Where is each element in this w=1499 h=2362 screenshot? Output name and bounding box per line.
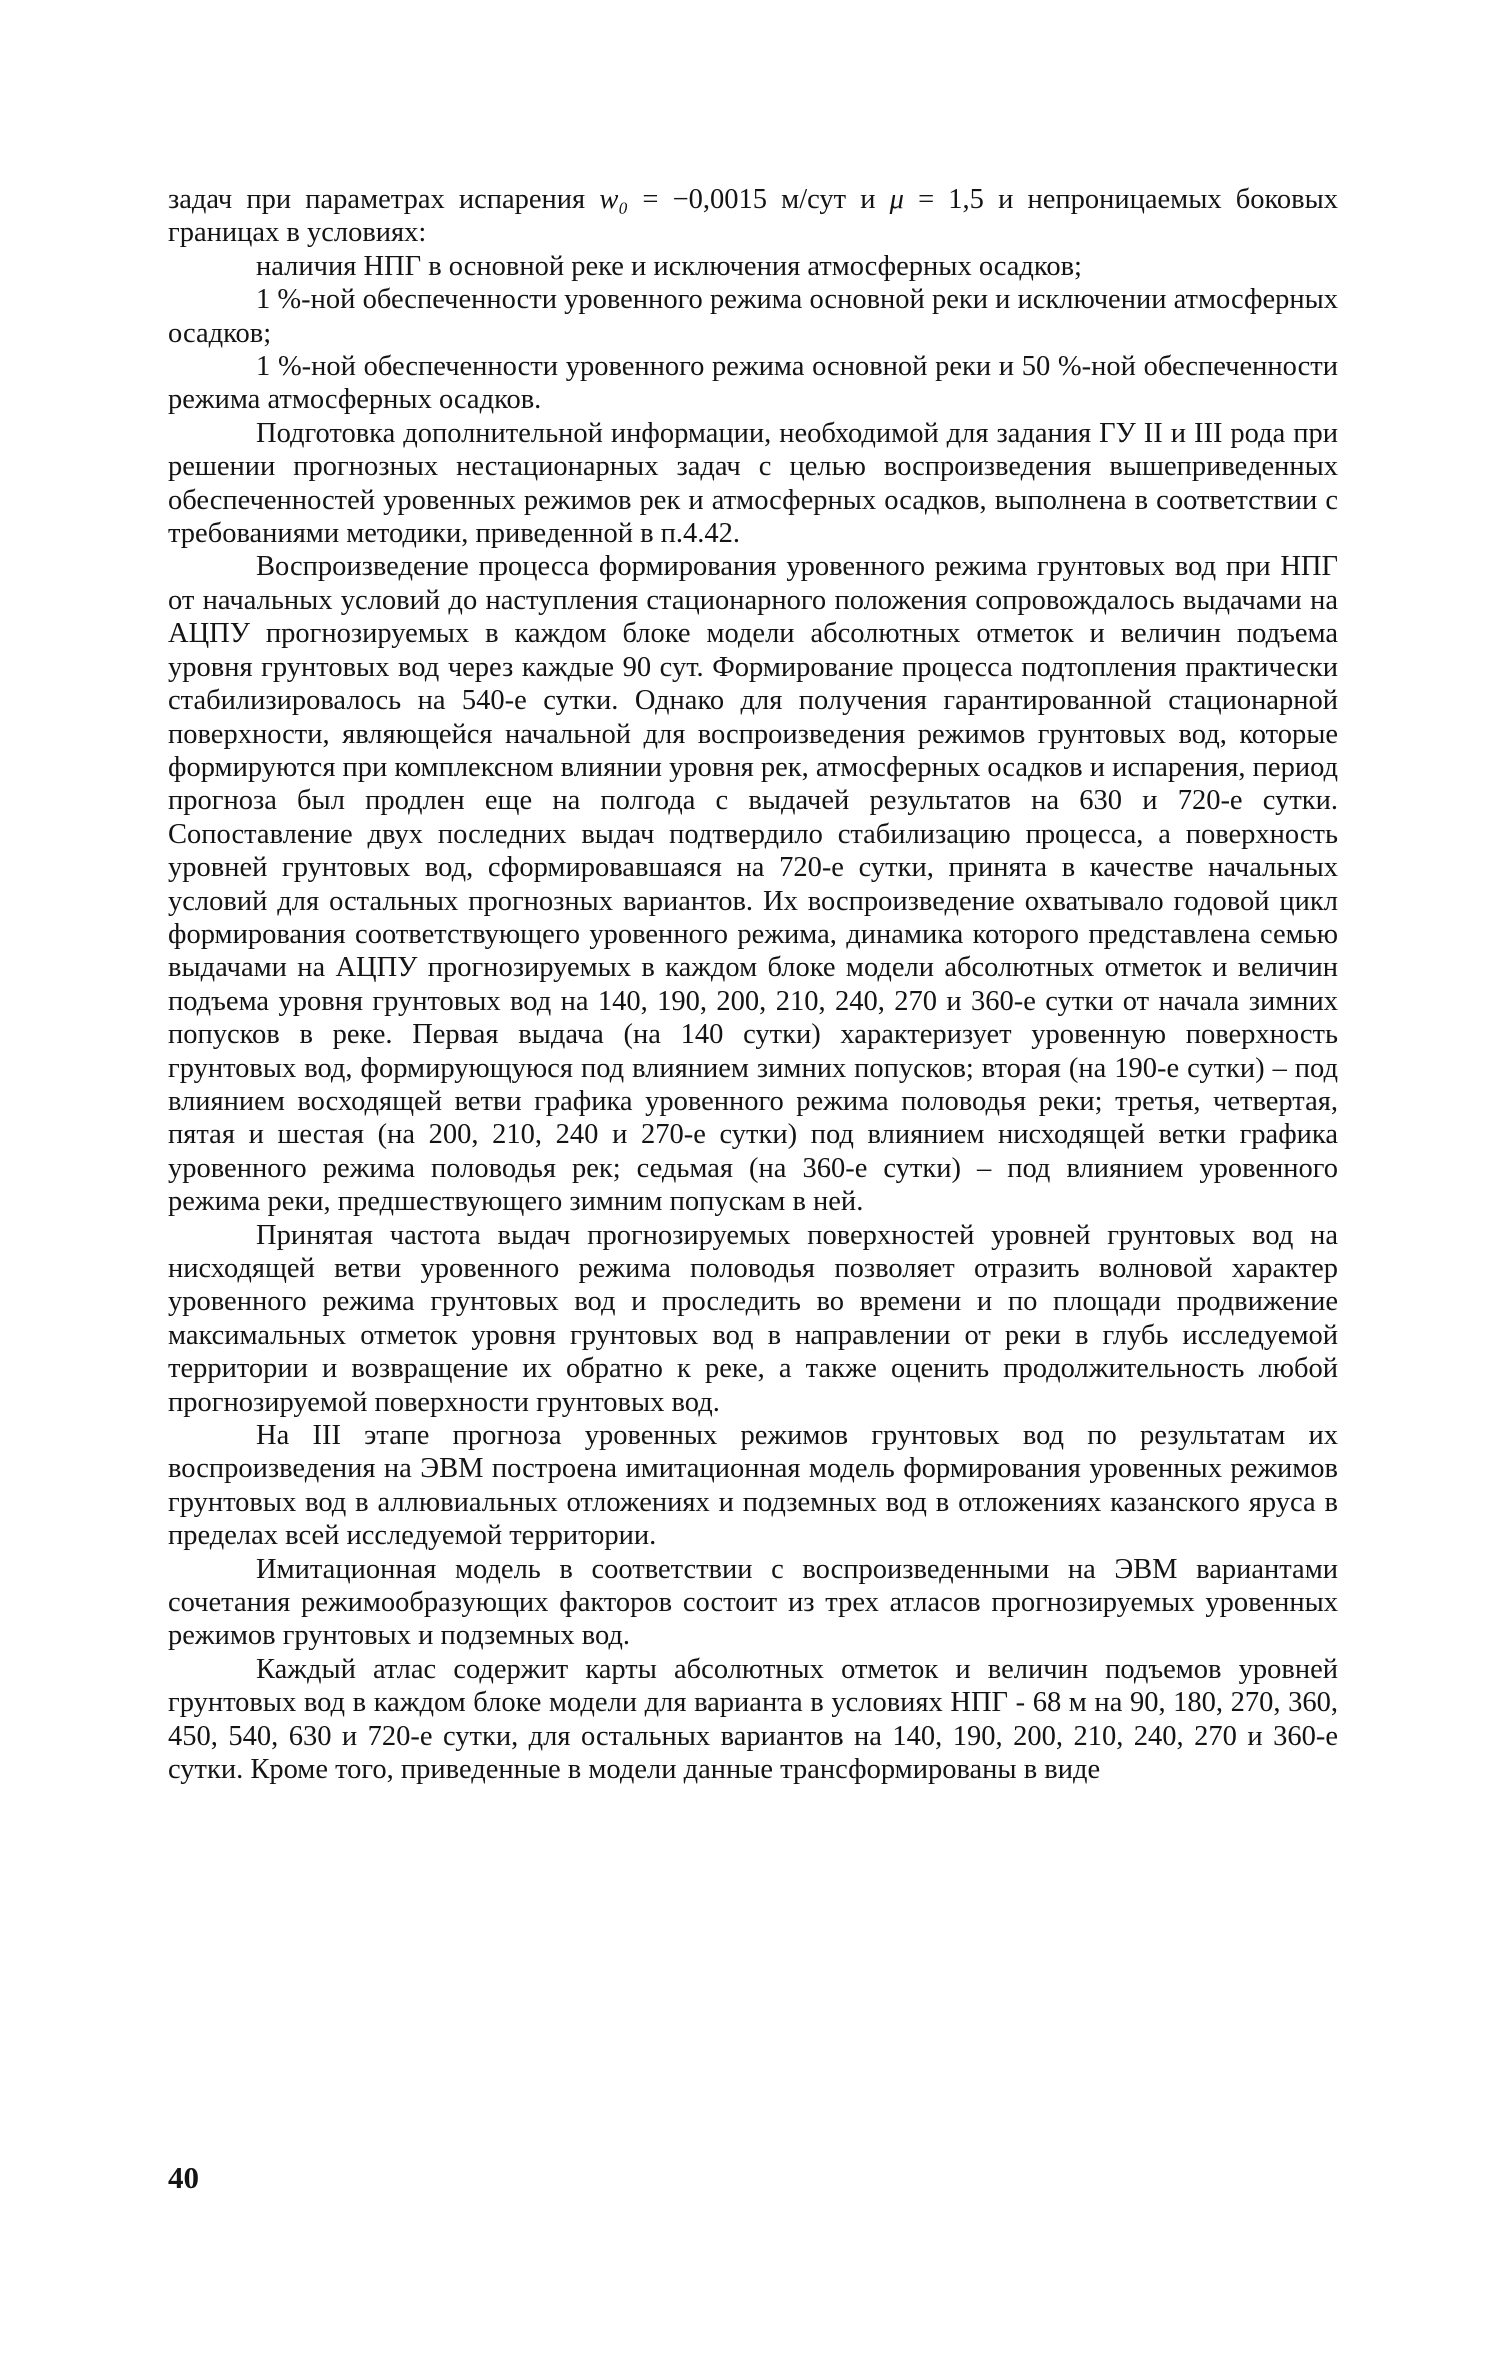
page-number: 40: [168, 2160, 199, 2195]
paragraph-3: 1 %-ной обеспеченности уровенного режима основной реки и 50 %-ной обеспеченности режима атмосферных осадков.: [168, 351, 1338, 416]
paragraph-7: На III этапе прогноза уровенных режимов грунтовых вод по результатам их воспроизведения на ЭВМ построена имитационная модель формирования уровенных режимов грунтовых вод в аллювиальных отложениях и подземных вод в отложениях казанского яруса в пределах всей исследуемой территории.: [168, 1420, 1338, 1552]
body-text: [168, 183, 1338, 1787]
intro-text-before: задач при параметрах испарения: [168, 184, 600, 215]
paragraph-2: 1 %-ной обеспеченности уровенного режима основной реки и исключении атмосферных осадков;: [168, 284, 1338, 349]
intro-text-mid: = −0,0015 м/сут и: [628, 184, 890, 215]
paragraph-1: наличия НПГ в основной реке и исключения атмосферных осадков;: [256, 250, 1082, 282]
formula-evaporation-symbol: w₀: [599, 184, 629, 215]
paragraph-8: Имитационная модель в соответствии с воспроизведенными на ЭВМ вариантами сочетания режимообразующих факторов состоит из трех атласов прогнозируемых уровенных режимов грунтовых и подземных вод.: [168, 1553, 1338, 1652]
intro-paragraph: [168, 183, 1338, 250]
paragraph-6: Принятая частота выдач прогнозируемых поверхностей уровней грунтовых вод на нисходящей ветви уровенного режима половодья позволяет отразить волновой характер уровенного режима грунтовых вод и проследить во времени и по площади продвижение максимальных отметок уровня грунтовых вод в направлении от реки в глубь исследуемой территории и возвращение их обратно к реке, а также оценить продолжительность любой прогнозируемой поверхности грунтовых вод.: [168, 1219, 1338, 1418]
paragraph-9: Каждый атлас содержит карты абсолютных отметок и величин подъемов уровней грунтовых вод в каждом блоке модели для варианта в условиях НПГ - 68 м на 90, 180, 270, 360, 450, 540, 630 и 720-е сутки, для остальных вариантов на 140, 190, 200, 210, 240, 270 и 360-е сутки. Кроме того, приведенные в модели данные трансформированы в виде: [168, 1653, 1338, 1786]
paragraph-4: Подготовка дополнительной информации, необходимой для задания ГУ II и III рода при решении прогнозных нестационарных задач с целью воспроизведения вышеприведенных обеспеченностей уровенных режимов рек и атмосферных осадков, выполнена в соответствии с требованиями методики, приведенной в п.4.42.: [168, 417, 1338, 550]
intro-text-after: = 1,5 и непроницаемых боковых границах в условиях:: [168, 184, 1338, 249]
paragraph-5: Воспроизведение процесса формирования уровенного режима грунтовых вод при НПГ от начальных условий до наступления стационарного положения сопровождалось выдачами на АЦПУ прогнозируемых в каждом блоке модели абсолютных отметок и величин подъема уровня грунтовых вод через каждые 90 сут. Формирование процесса подтопления практически стабилизировалось на 540-е сутки. Однако для получения гарантированной стационарной поверхности, являющейся начальной для воспроизведения режимов грунтовых вод, которые формируются при комплексном влиянии уровня рек, атмосферных осадков и испарения, период прогноза был продлен еще на полгода с выдачей результатов на 630 и 720-е сутки. Сопоставление двух последних выдач подтвердило стабилизацию процесса, а поверхность уровней грунтовых вод, сформировавшаяся на 720-е сутки, принята в качестве начальных условий для остальных прогнозных вариантов. Их воспроизведение охватывало годовой цикл формирования соответствующего уровенного режима, динамика которого представлена семью выдачами на АЦПУ прогнозируемых в каждом блоке модели абсолютных отметок и величин подъема уровня грунтовых вод на 140, 190, 200, 210, 240, 270 и 360-е сутки от начала зимних попусков в реке. Первая выдача (на 140 сутки) характеризует уровенную поверхность грунтовых вод, формирующуюся под влиянием зимних попусков; вторая (на 190-е сутки) – под влиянием восходящей ветви графика уровенного режима половодья реки; третья, четвертая, пятая и шестая (на 200, 210, 240 и 270-е сутки) под влиянием нисходящей ветки графика уровенного режима половодья рек; седьмая (на 360-е сутки) – под влиянием уровенного режима реки, предшествующего зимним попускам в ней.: [168, 551, 1338, 1218]
formula-mu-symbol: μ: [889, 184, 904, 215]
